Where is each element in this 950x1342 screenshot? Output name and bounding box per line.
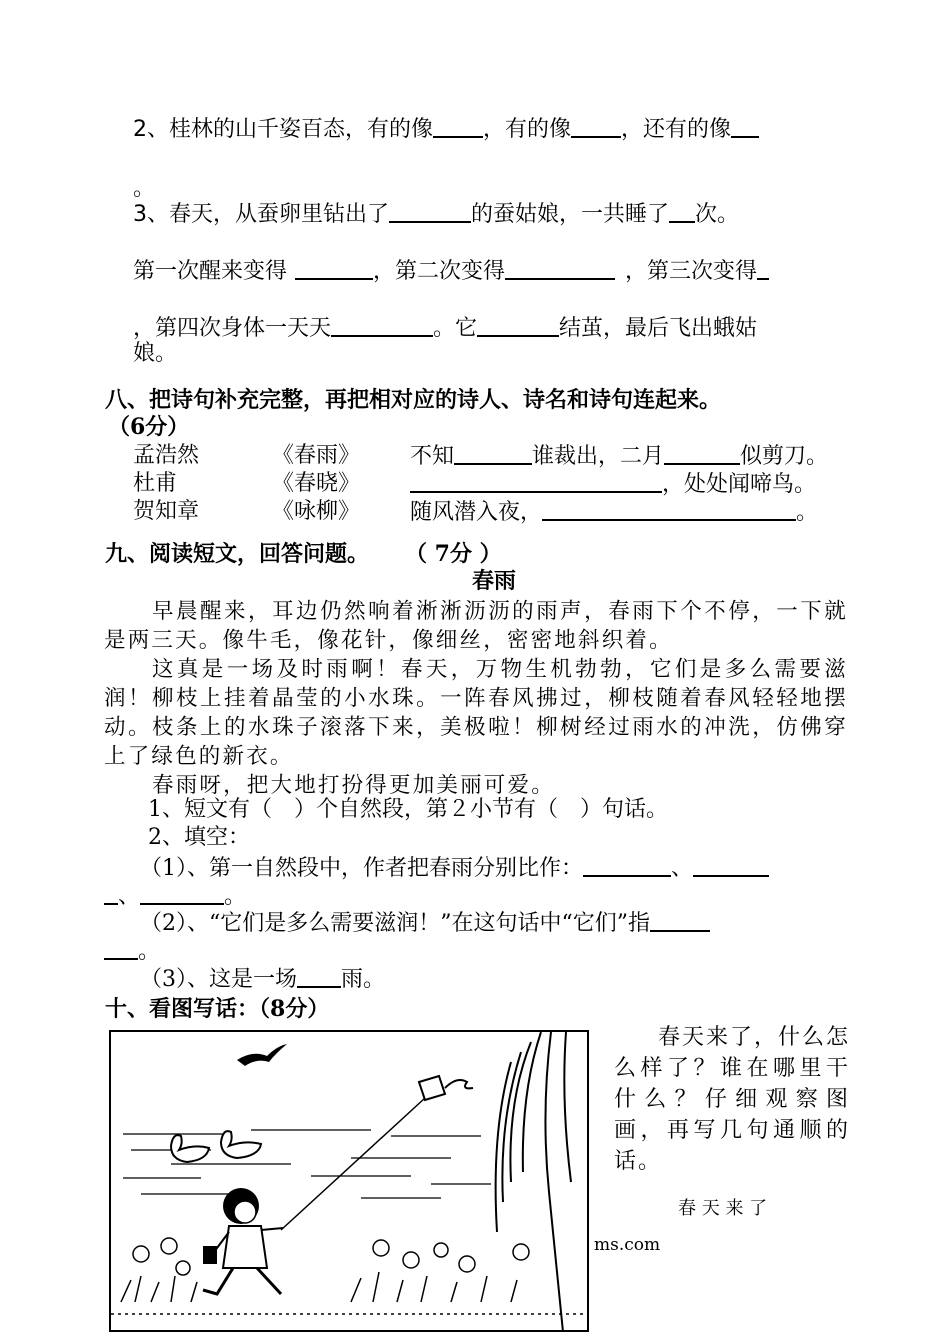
q2-text-b: ，有的像 — [483, 117, 572, 142]
writing-prompt: 春天来了，什么怎么样了？谁在哪里干什么？仔细观察图画，再写几句通顺的话。 — [614, 1025, 851, 1174]
passage-paragraph-3: 春雨呀，把大地打扮得更加美丽可爱。 — [152, 773, 555, 798]
q2-line — [133, 116, 759, 143]
q3-text-3c: 结茧，最后飞出蛾姑 — [559, 316, 758, 341]
q3-blank-4[interactable] — [505, 258, 615, 280]
poem-line-2-blank[interactable] — [410, 471, 662, 493]
s9-q2-1-line-2 — [104, 883, 246, 910]
poem-title-2[interactable]: 《春晓》 — [272, 471, 361, 496]
s9-q2-2-blank-cont[interactable] — [104, 938, 138, 960]
s9-q2-2-line-2 — [104, 938, 160, 965]
kite-string — [281, 1098, 425, 1230]
kite-icon — [419, 1076, 445, 1100]
q3-text-3b: 。它 — [433, 316, 478, 341]
q3-text-1a: 3、春天，从蚕卵里钻出了 — [133, 202, 389, 227]
s9-question-2: 2、填空： — [148, 825, 250, 850]
q3-blank-2[interactable] — [669, 201, 695, 223]
q2-text-c: ，还有的像 — [621, 117, 732, 142]
poem-line-3-b: 。 — [796, 500, 819, 525]
section10-score: 8 — [270, 996, 286, 1022]
s9-q2-1-end: 。 — [224, 884, 247, 909]
willow-tree-icon — [496, 1032, 571, 1330]
s9-q2-2-blank[interactable] — [650, 910, 710, 932]
q2-blank-2[interactable] — [571, 116, 621, 138]
q2-blank-1[interactable] — [433, 116, 483, 138]
s9-q2-1-blank-1[interactable] — [583, 855, 671, 877]
poem-line-1[interactable] — [410, 443, 828, 470]
poet-3[interactable]: 贺知章 — [133, 499, 200, 524]
s9-q2-1-blank-3[interactable] — [140, 883, 224, 905]
ducks-icon — [171, 1131, 261, 1162]
poem-line-1-blank-2[interactable] — [664, 443, 740, 465]
q3-text-1c: 次。 — [695, 202, 740, 227]
s9-q2-1-sep-2: 、 — [118, 884, 141, 909]
s9-q2-2-text: （2）、“它们是多么需要滋润！”在这句话中“它们”指 — [140, 911, 650, 936]
grass-icon — [111, 1272, 587, 1314]
poem-line-1-c: 似剪刀。 — [740, 444, 829, 469]
s9-q2-3-end: 雨。 — [341, 967, 386, 992]
poet-1[interactable]: 孟浩然 — [133, 443, 200, 468]
q3-text-2a: 第一次醒来变得 — [133, 259, 288, 284]
poem-line-1-a: 不知 — [410, 444, 455, 469]
s9-q2-2-end: 。 — [138, 939, 161, 964]
spring-scene-illustration — [111, 1032, 587, 1330]
s9-q2-3-text: （3）、这是一场 — [140, 967, 297, 992]
q2-text-a: 2、桂林的山千姿百态，有的像 — [133, 117, 433, 142]
poet-2[interactable]: 杜甫 — [133, 471, 178, 496]
section8-heading: 八、把诗句补充完整，再把相对应的诗人、诗名和诗句连起来。 — [105, 387, 722, 413]
poem-line-3-blank[interactable] — [542, 499, 796, 521]
s9-question-1: 1、短文有（ ）个自然段，第２小节有（ ）句话。 — [148, 797, 668, 822]
s9-q2-3-blank[interactable] — [297, 966, 341, 988]
q3-blank-6[interactable] — [331, 315, 433, 337]
section9-heading — [105, 541, 502, 567]
q3-line-2 — [133, 258, 769, 285]
passage-paragraph-2: 这真是一场及时雨啊！春天，万物生机勃勃，它们是多么需要滋润！柳枝上挂着晶莹的小水珠。一阵春风拂过，柳枝随着春风轻轻地摆动。枝条上的水珠子滚落下来，美极啦！柳树经过雨水的冲洗，仿佛穿上了绿色的新衣。 — [104, 657, 848, 769]
poem-line-3[interactable] — [410, 499, 818, 526]
passage-title: 春雨 — [472, 568, 517, 594]
section9-heading-text: 九、阅读短文，回答问题。 — [105, 541, 370, 567]
q3-text-3a: ，第四次身体一天天 — [133, 316, 332, 341]
passage-paragraph-1: 早晨醒来，耳边仍然响着淅淅沥沥的雨声，春雨下个不停，一下就是两三天。像牛毛，像花针，像细丝，密密地斜织着。 — [104, 599, 848, 653]
q3-text-2b: ，第二次变得 — [373, 259, 506, 284]
section10-heading-end: 分） — [285, 996, 330, 1022]
poem-title-3[interactable]: 《咏柳》 — [272, 499, 361, 524]
section9-score: （ 7分 ） — [405, 541, 502, 567]
q2-end: 。 — [133, 176, 156, 201]
s9-q2-1-blank-2[interactable] — [693, 855, 769, 877]
poem-line-2[interactable] — [410, 471, 816, 498]
watermark: ms.com — [594, 1235, 661, 1255]
q3-line-4: 娘。 — [133, 341, 178, 366]
q3-blank-3[interactable] — [295, 258, 373, 280]
poem-line-3-a: 随风潜入夜， — [410, 500, 543, 525]
s9-q2-3-line — [140, 966, 385, 993]
writing-title: 春 天 来 了 — [678, 1198, 768, 1219]
passage-body — [104, 597, 848, 800]
poem-line-1-b: 谁裁出，二月 — [532, 444, 665, 469]
s9-q2-1-blank-2-cont[interactable] — [104, 883, 118, 905]
section10-heading — [105, 996, 329, 1022]
q3-line-3 — [133, 315, 757, 342]
q2-blank-3[interactable] — [731, 116, 759, 138]
poem-line-1-blank-1[interactable] — [454, 443, 532, 465]
q3-text-1b: 的蚕姑娘，一共睡了 — [471, 202, 670, 227]
poem-title-1[interactable]: 《春雨》 — [272, 443, 361, 468]
q3-blank-7[interactable] — [477, 315, 559, 337]
flowers-icon — [133, 1238, 529, 1275]
q3-blank-5[interactable] — [757, 258, 769, 280]
swallow-icon — [237, 1044, 287, 1066]
spring-picture — [109, 1030, 589, 1332]
q3-text-2c: ，第三次变得 — [625, 259, 758, 284]
section8-score: （6分） — [108, 414, 190, 440]
q3-blank-1[interactable] — [389, 201, 471, 223]
child-flying-kite-icon — [203, 1188, 283, 1294]
section10-heading-text: 十、看图写话：（ — [105, 996, 271, 1022]
s9-q2-1-text: （1）、第一自然段中，作者把春雨分别比作： — [140, 856, 583, 881]
q3-line-1 — [133, 201, 739, 228]
s9-q2-1-line — [140, 855, 769, 882]
kite-tail-icon — [445, 1080, 473, 1088]
poem-line-2-text: ，处处闻啼鸟。 — [662, 472, 817, 497]
s9-q2-1-sep-1: 、 — [671, 856, 694, 881]
s9-q2-2-line — [140, 910, 710, 937]
